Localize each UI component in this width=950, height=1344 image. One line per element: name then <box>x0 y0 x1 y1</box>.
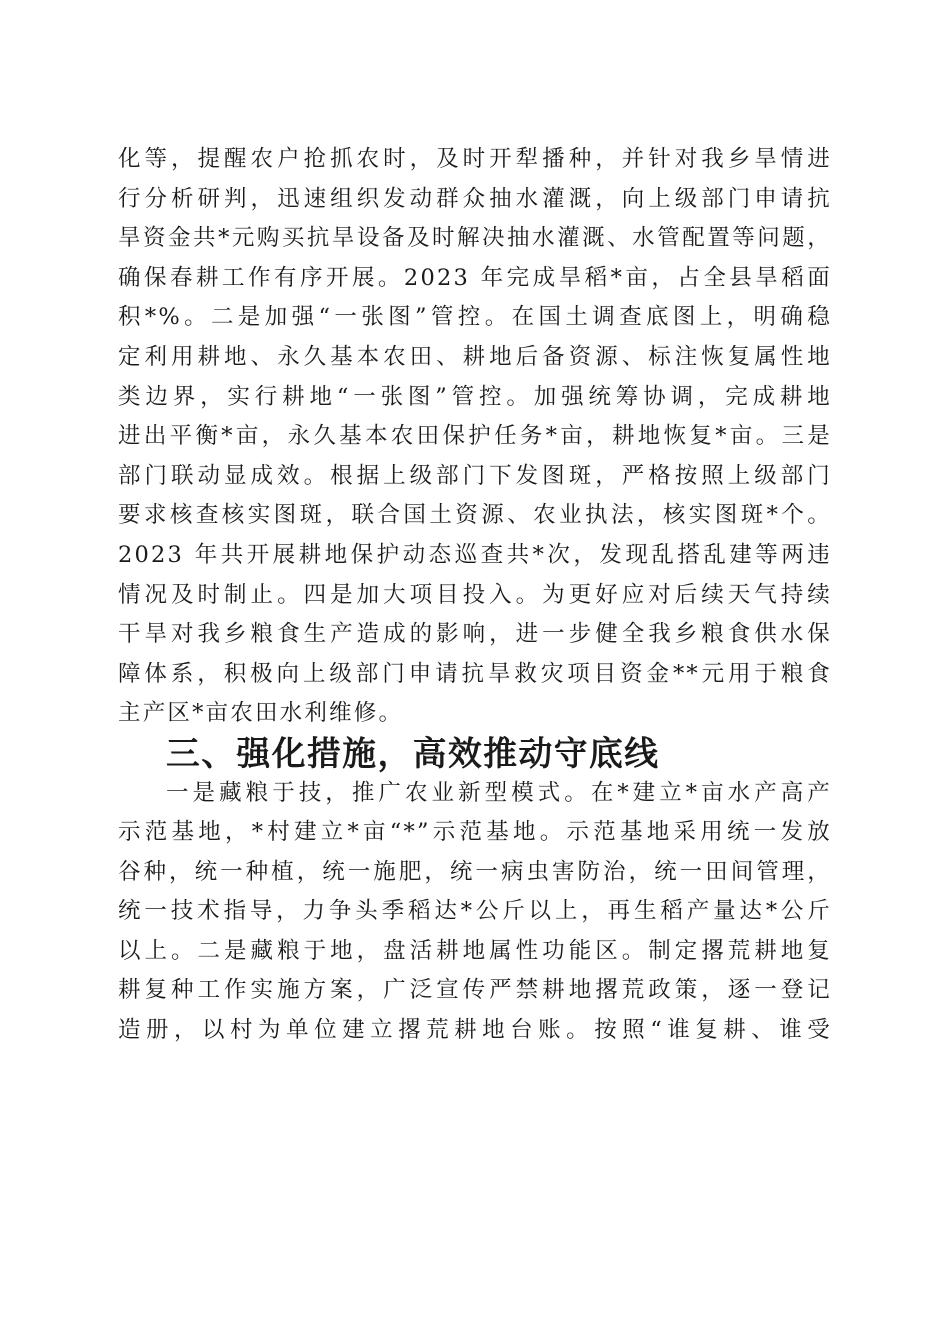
paragraph-1 <box>118 140 832 734</box>
text-line: 确保春耕工作有序开展。2023 年完成旱稻*亩，占全县旱稻面 <box>118 264 832 291</box>
text-line: 一是藏粮于技，推广农业新型模式。在*建立*亩水产高产 <box>166 779 832 806</box>
text-line: 化等，提醒农户抢抓农时，及时开犁播种，并针对我乡旱情进 <box>118 146 832 172</box>
text-line: 进出平衡*亩，永久基本农田保护任务*亩，耕地恢复*亩。三是 <box>118 423 832 450</box>
text-line: 障体系，积极向上级部门申请抗旱救灾项目资金**元用于粮食 <box>118 660 832 687</box>
text-line: 行分析研判，迅速组织发动群众抽水灌溉，向上级部门申请抗 <box>118 185 832 212</box>
text-line: 干旱对我乡粮食生产造成的影响，进一步健全我乡粮食供水保 <box>118 621 832 648</box>
text-line: 以上。二是藏粮于地，盘活耕地属性功能区。制定撂荒耕地复 <box>118 937 832 964</box>
text-line: 要求核查核实图斑，联合国土资源、农业执法，核实图斑*个。 <box>118 502 832 529</box>
paragraph-2 <box>118 774 832 1051</box>
section-heading: 三、强化措施，高效推动守底线 <box>166 733 660 773</box>
text-line: 统一技术指导，力争头季稻达*公斤以上，再生稻产量达*公斤 <box>118 898 832 925</box>
text-line: 情况及时制止。四是加大项目投入。为更好应对后续天气持续 <box>118 581 832 608</box>
text-line: 主产区*亩农田水利维修。 <box>118 700 404 727</box>
text-line: 耕复种工作实施方案，广泛宣传严禁耕地撂荒政策，逐一登记 <box>118 977 832 1004</box>
document-body <box>118 140 832 1051</box>
text-line: 旱资金共*元购买抗旱设备及时解决抽水灌溉、水管配置等问题， <box>118 225 832 252</box>
text-line: 2023 年共开展耕地保护动态巡查共*次，发现乱搭乱建等两违 <box>118 541 832 568</box>
text-line: 部门联动显成效。根据上级部门下发图斑，严格按照上级部门 <box>118 462 832 489</box>
text-line: 示范基地，*村建立*亩“*”示范基地。示范基地采用统一发放 <box>118 819 832 846</box>
text-line: 定利用耕地、永久基本农田、耕地后备资源、标注恢复属性地 <box>118 343 832 370</box>
text-line: 谷种，统一种植，统一施肥，统一病虫害防治，统一田间管理， <box>118 858 832 885</box>
text-line: 类边界，实行耕地“一张图”管控。加强统筹协调，完成耕地 <box>118 383 832 410</box>
text-line: 积*%。二是加强“一张图”管控。在国土调查底图上，明确稳 <box>118 304 832 331</box>
text-line: 造册，以村为单位建立撂荒耕地台账。按照“谁复耕、谁受 <box>118 1017 832 1044</box>
